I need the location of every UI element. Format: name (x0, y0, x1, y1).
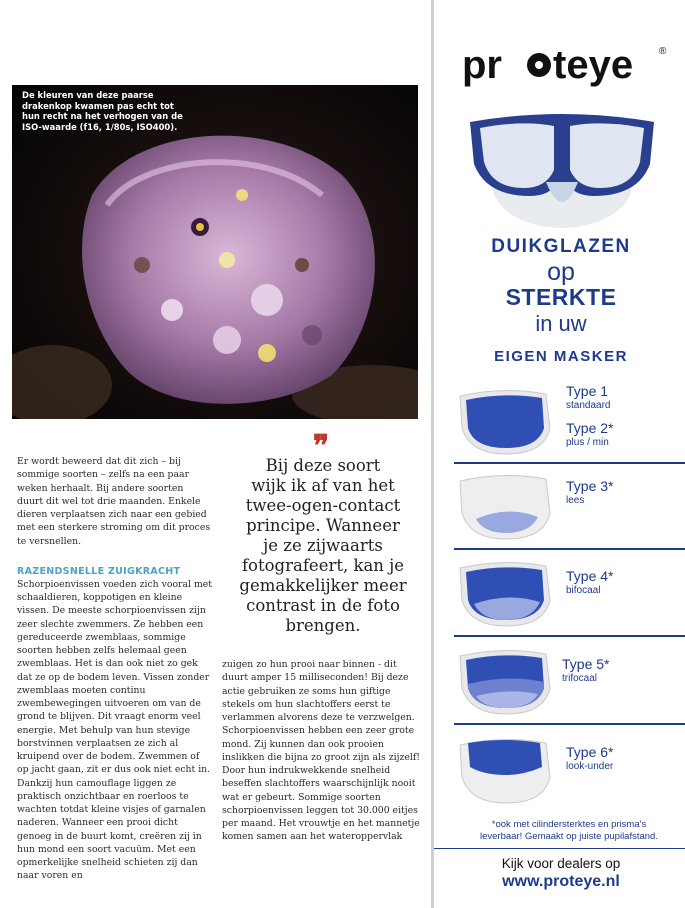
photo-caption: De kleuren van deze paarse drakenkop kwamen pas echt tot hun recht na het verhogen van de ISO-waarde (f16, 1/80s, ISO400). (22, 90, 183, 132)
divider (454, 635, 685, 637)
type-3-label: Type 3* (566, 478, 614, 494)
type-5-sub: trifocaal (562, 673, 598, 684)
type-1-label: Type 1 (566, 383, 609, 399)
type-1-sub: standaard (566, 400, 611, 411)
lens-type-5-icon (454, 648, 556, 718)
headline-eigen-masker: EIGEN MASKER (494, 348, 628, 365)
lens-type-4-icon (454, 560, 556, 630)
divider (454, 723, 685, 725)
type-4-label: Type 4* (566, 568, 614, 584)
article-body-col2: zuigen zo hun prooi naar binnen - dit duurt amper 15 milliseconden! Bij deze actie gebruiken ze soms hun giftige stekels om hun slachtoffers eerst te verlammen alvorens deze te verzwelgen. Schorpioenvissen hebben een zeer grote mond. Zij kunnen dan ook prooien inslikken die bijna zo groot zijn als zijzelf! Door hun indrukwekkende snelheid beseffen slachtoffers waarschijnlijk nooit wat er gebeurt. Sommige soorten schorpioenvissen leggen tot 30.000 eitjes per maand. Het vrouwtje en het mannetje komen samen aan het wateroppervlak (222, 659, 421, 843)
type-2-sub: plus / min (566, 437, 609, 448)
registered-mark: ® (659, 46, 667, 57)
headline-duikglazen: DUIKGLAZEN (491, 236, 631, 257)
type-5-label: Type 5* (562, 656, 610, 672)
section-heading: RAZENDSNELLE ZUIGKRACHT (17, 565, 181, 577)
type-3-sub: lees (566, 495, 585, 506)
headline-in-uw: in uw (535, 311, 587, 336)
article-body-col1: Schorpioenvissen voeden zich vooral met schaaldieren, koppotigen en kleine vissen. De meeste schorpioenvissen zijn zeer slechte zwemmers. Ze hebben een gereduceerde zwemblaas, sommige soorten hebben zelfs helemaal geen zwemblaas. Het is dan ook niet zo gek dat ze op de bodem leven. Vissen zonder zwemblaas moeten continu zwembewegingen uitvoeren om van de grond te blijven. Dit vraagt enorm veel energie. Met behulp van hun stevige borstvinnen verplaatsen ze zich al kruipend over de bodem. Zwemmen of op jacht gaan, zit er dus ook niet echt in. Dankzij hun camouflage liggen ze praktisch onzichtbaar en roerloos te wachten totdat kleine visjes of garnalen naderen. Wanneer een prooi dicht genoeg in de buurt komt, creëren zij in hun mond een soort vacuüm. Met een opmerkelijke snelheid schieten zij dan naar voren en (17, 578, 213, 882)
website-link[interactable]: www.proteye.nl (502, 873, 620, 890)
headline-op: op (547, 258, 575, 286)
type-2-label: Type 2* (566, 420, 614, 436)
headline-sterkte: STERKTE (505, 284, 617, 310)
lens-type-6-icon (454, 737, 556, 807)
type-6-sub: look-under (566, 761, 614, 772)
article-column-left (17, 455, 212, 883)
proteye-logo (434, 40, 685, 88)
divider (454, 548, 685, 550)
scorpionfish-photo (12, 85, 418, 419)
ad-footnote: *ook met cilindersterktes en prisma's leverbaar! Gemaakt op juiste pupilafstand. (480, 819, 658, 842)
quote-mark-icon: ❞ (312, 429, 330, 464)
article-column-right (222, 658, 422, 844)
proteye-advertisement (431, 0, 685, 908)
dealers-text: Kijk voor dealers op (501, 856, 621, 871)
pull-quote: Bij deze soort wijk ik af van het twee-ogen-contact principe. Wanneer je ze zijwaarts fotografeert, kan je gemakkelijker meer contrast in de foto brengen. (239, 456, 407, 635)
article-intro: Er wordt beweerd dat dit zich – bij sommige soorten – zelfs na een paar weken herhaalt. Bij andere soorten duurt dit wel tot drie maanden. Enkele dieren verplaatsen zich naar een gebied met een sterkere stroming om dit proces te versnellen. (17, 456, 211, 547)
dive-mask-image (462, 104, 662, 228)
type-4-sub: bifocaal (566, 585, 601, 596)
divider (454, 462, 685, 464)
logo-text-left: pr (462, 43, 502, 87)
lens-type-1-2-icon (454, 388, 556, 458)
divider (434, 848, 685, 849)
type-6-label: Type 6* (566, 744, 614, 760)
lens-type-3-icon (454, 473, 556, 543)
logo-text-right: teye (553, 43, 634, 87)
scorpionfish-illustration (12, 85, 418, 419)
